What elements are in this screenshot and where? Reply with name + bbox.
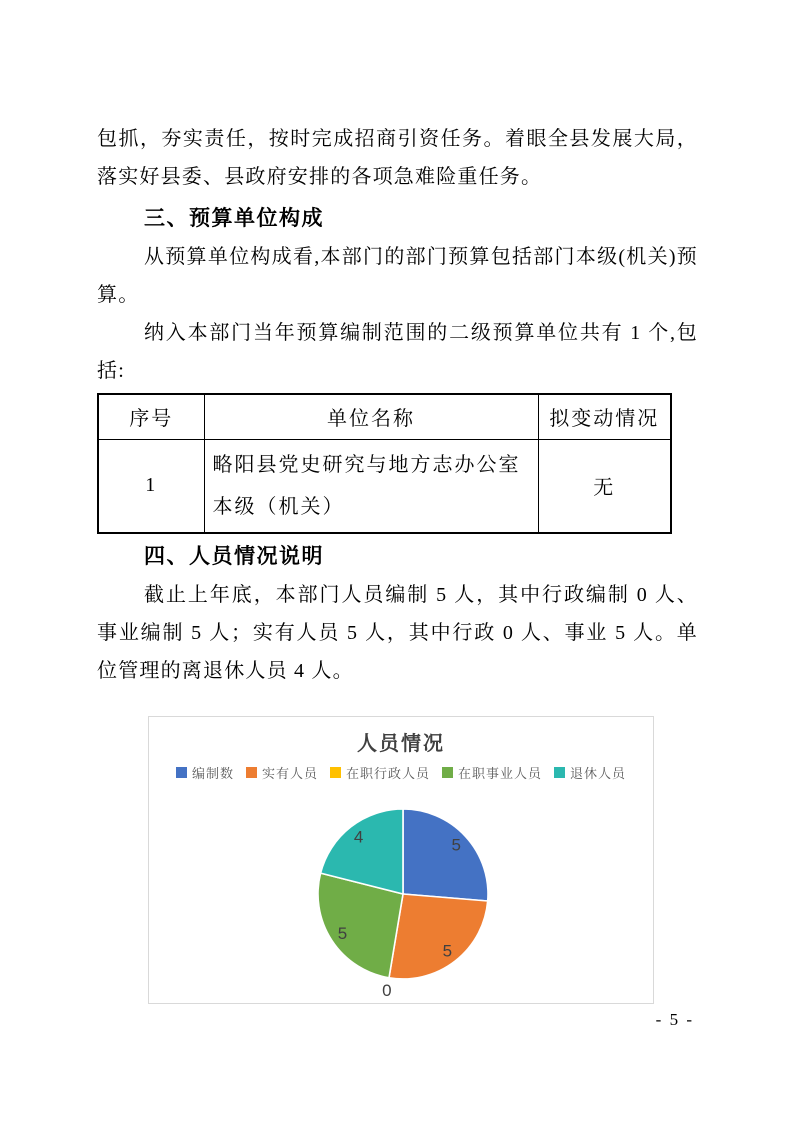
pie-data-label: 5 — [337, 924, 348, 943]
pie-chart-svg — [149, 717, 655, 1005]
pie-data-label: 5 — [451, 835, 461, 855]
paragraph-budget-composition: 从预算单位构成看,本部门的部门预算包括部门本级(机关)预算。 — [97, 246, 698, 306]
pie-slice-1 — [389, 894, 488, 979]
pie-data-label: 5 — [442, 941, 453, 961]
section-heading-budget-units: 三、预算单位构成 — [144, 207, 324, 230]
table-cell-unit-name: 略阳县党史研究与地方志办公室本级（机关） — [204, 439, 538, 533]
page-number: - 5 - — [655, 1010, 694, 1029]
text-block — [97, 120, 698, 690]
table-header-change: 拟变动情况 — [538, 394, 671, 439]
paragraph-secondary-units: 纳入本部门当年预算编制范围的二级预算单位共有 1 个,包括: — [97, 322, 698, 382]
table-row — [98, 439, 671, 533]
legend-label: 在职行政人员 — [345, 766, 430, 781]
pie-slice-0 — [403, 809, 488, 901]
legend-label: 实有人员 — [261, 766, 318, 781]
section-heading-personnel: 四、人员情况说明 — [144, 544, 324, 568]
legend-label: 退休人员 — [570, 766, 627, 781]
pie-data-label: 4 — [353, 827, 364, 847]
legend-label: 编制数 — [191, 766, 234, 781]
table-header-row — [98, 394, 671, 439]
chart-title: 人员情况 — [357, 733, 445, 755]
table-header-serial: 序号 — [98, 394, 204, 439]
paragraph-personnel: 截止上年底，本部门人员编制 5 人，其中行政编制 0 人、事业编制 5 人；实有人员 5 人，其中行政 0 人、事业 5 人。单位管理的离退休人员 4 人。 — [97, 583, 698, 682]
table-cell-change: 无 — [538, 439, 671, 533]
budget-units-table — [97, 393, 672, 534]
paragraph-continuation: 包抓，夯实责任，按时完成招商引资任务。着眼全县发展大局，落实好县委、县政府安排的各项急难险重任务。 — [97, 128, 698, 188]
pie-data-label: 0 — [382, 980, 392, 1000]
legend-label: 在职事业人员 — [458, 766, 543, 781]
personnel-chart — [148, 716, 654, 1004]
table-header-unit-name: 单位名称 — [204, 394, 538, 439]
table-cell-serial: 1 — [98, 439, 204, 533]
